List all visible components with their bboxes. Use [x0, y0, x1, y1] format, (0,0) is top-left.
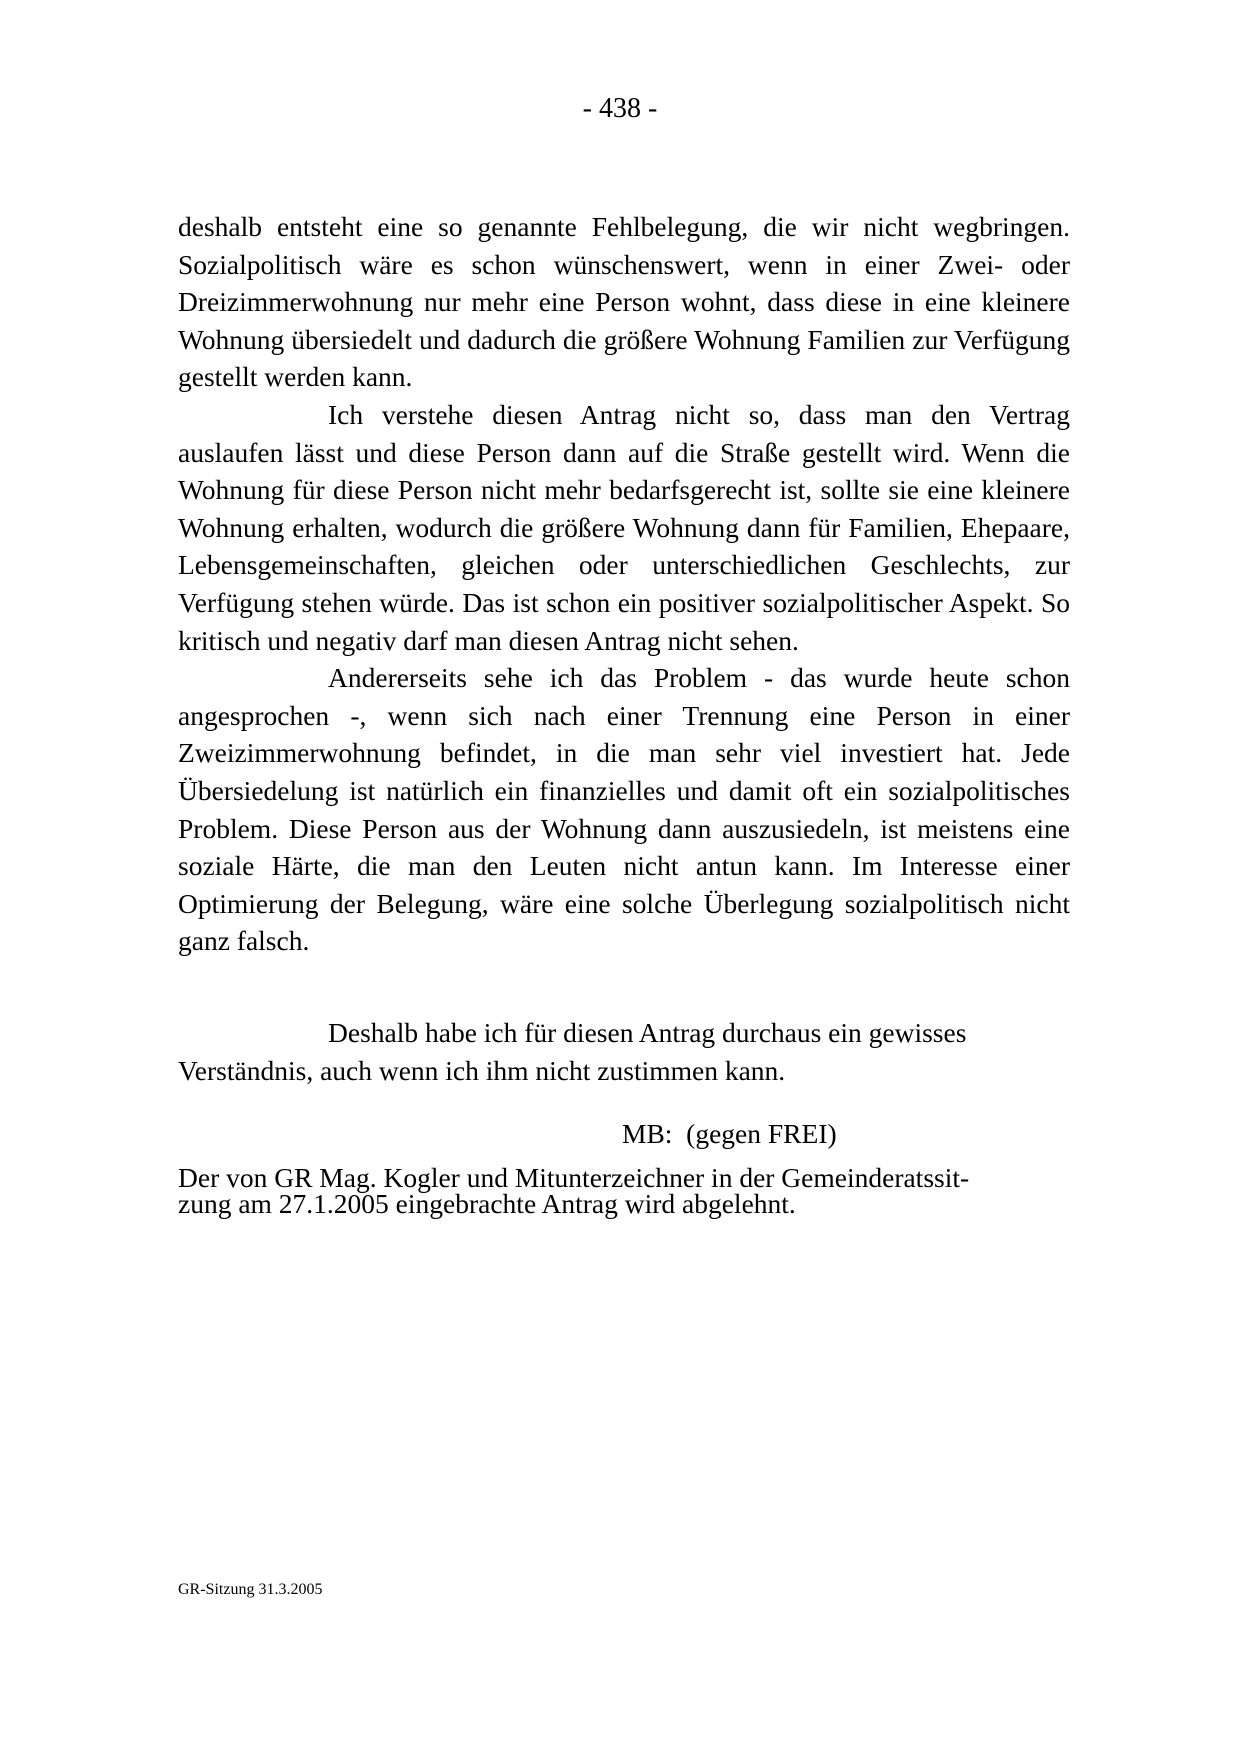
paragraph-1: deshalb entsteht eine so genannte Fehlbelegung, die wir nicht wegbringen. Sozialpolitisch wäre es schon wünschenswert, wenn in einer Zwei- oder Dreizimmerwohnung nur mehr eine Person wohnt, dass diese in eine kleinere Wohnung übersiedelt und dadurch die größere Wohnung Familien zur Verfügung gestellt werden kann.: [178, 211, 1070, 393]
decision-line-1: Der von GR Mag. Kogler und Mitunterzeichner in der Gemeinderatssit-: [178, 1162, 970, 1193]
closing-line-2: Verständnis, auch wenn ich ihm nicht zustimmen kann.: [178, 1054, 786, 1086]
decision-line-2: zung am 27.1.2005 eingebrachte Antrag wird abgelehnt.: [178, 1188, 796, 1219]
body-text: [178, 208, 1070, 960]
decision-label: MB: (gegen FREI): [622, 1118, 837, 1149]
footer: GR-Sitzung 31.3.2005: [178, 1581, 323, 1598]
paragraph-3: Andererseits sehe ich das Problem - das wurde heute schon angesprochen -, wenn sich nach einer Trennung eine Person in einer Zweizimmerwohnung befindet, in die man sehr viel investiert hat. Jede Übersiedelung ist natürlich ein finanzielles und damit oft ein sozialpolitisches Problem. Diese Person aus der Wohnung dann auszusiedeln, ist meistens eine soziale Härte, die man den Leuten nicht antun kann. Im Interesse einer Optimierung der Belegung, wäre eine solche Überlegung sozialpolitisch nicht ganz falsch.: [178, 662, 1070, 957]
closing-paragraph: [178, 1014, 1070, 1089]
paragraph-2: Ich verstehe diesen Antrag nicht so, dass man den Vertrag auslaufen lässt und diese Person dann auf die Straße gestellt wird. Wenn die Wohnung für diese Person nicht mehr bedarfsgerecht ist, sollte sie eine kleinere Wohnung erhalten, wodurch die größere Wohnung dann für Familien, Ehepaare, Lebensgemeinschaften, gleichen oder unterschiedlichen Geschlechts, zur Verfügung stehen würde. Das ist schon ein positiver sozialpolitischer Aspekt. So kritisch und negativ darf man diesen Antrag nicht sehen.: [178, 398, 1070, 656]
closing-line-1: Deshalb habe ich für diesen Antrag durchaus ein gewisses: [328, 1017, 967, 1048]
page-number: - 438 -: [582, 93, 658, 124]
decision-text: [178, 1162, 1038, 1219]
